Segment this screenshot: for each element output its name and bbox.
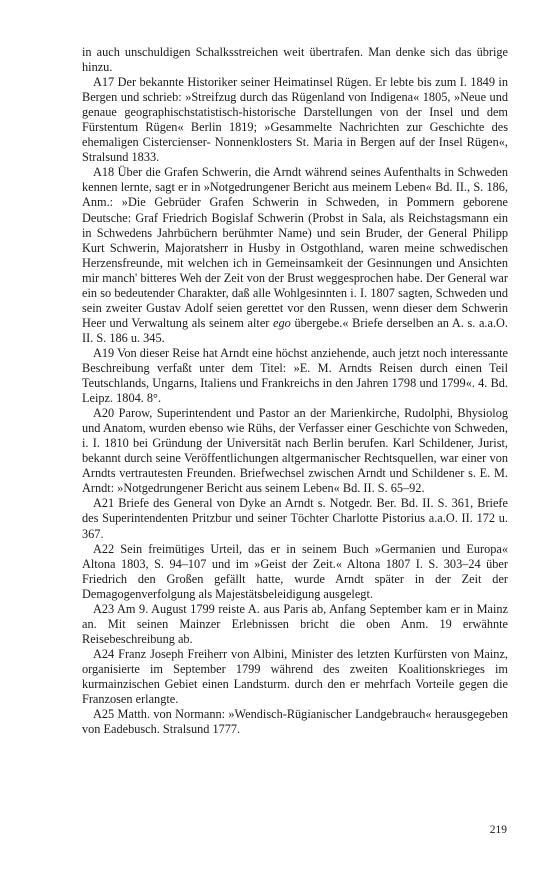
note-a18 <box>82 165 508 346</box>
note-a18-italic: ego <box>273 315 291 330</box>
note-a25: A25 Matth. von Normann: »Wendisch-Rügianischer Landgebrauch« herausgegeben von Eadebusch. Stralsund 1777. <box>82 707 508 737</box>
paragraph-continuation: in auch unschuldigen Schalksstreichen weit übertrafen. Man denke sich das übrige hinzu. <box>82 45 508 75</box>
note-a22: A22 Sein freimütiges Urteil, das er in seinem Buch »Germanien und Europa« Altona 1803, S. 94–107 und im »Geist der Zeit.« Altona 1807 I. S. 303–24 über Friedrich den Großen gefällt hatte, wurde Arndt später in der Zeit der Demagogenverfolgung als Majestätsbeleidigung ausgelegt. <box>82 541 508 601</box>
note-a24: A24 Franz Joseph Freiherr von Albini, Minister des letzten Kurfürsten von Mainz, organisierte im September 1799 während des zweiten Koalitionskrieges im kurmainzischen Gebiet einen Landsturm. durch den er mehrfach Vorteile gegen die Franzosen erlangte. <box>82 646 508 707</box>
note-a23: A23 Am 9. August 1799 reiste A. aus Paris ab, Anfang September kam er in Mainz an. Mit seinen Mainzer Erlebnissen bricht die oben Anm. 19 erwähnte Reisebeschreibung ab. <box>82 601 508 646</box>
text-column <box>82 45 508 737</box>
note-a20: A20 Parow, Superintendent und Pastor an der Marienkirche, Rudolphi, Bhysiolog und Anatom, wurden ebenso wie Rühs, der Verfasser einer Geschichte von Schweden, i. I. 1810 bei Gründung der Universität nach Berlin berufen. Karl Schildener, Jurist, bekannt durch seine Veröffentlichungen altgermanischer Rechtsquellen, war einer von Arndts vertrautesten Freunden. Briefwechsel zwischen Arndt und Schildener s. E. M. Arndt: »Notgedrungener Bericht aus seinem Leben« Bd. II. S. 65–92. <box>82 406 508 496</box>
page-number: 219 <box>489 824 507 836</box>
note-a19: A19 Von dieser Reise hat Arndt eine höchst anziehende, auch jetzt noch interessante Beschreibung verfaßt unter dem Titel: »E. M. Arndts Reisen durch einen Teil Teutschlands, Ungarns, Italiens und Frankreichs in den Jahren 1798 und 1799«. 4. Bd. Leipz. 1804. 8°. <box>82 345 508 406</box>
note-a17: A17 Der bekannte Historiker seiner Heimatinsel Rügen. Er lebte bis zum I. 1849 in Bergen und schrieb: »Streifzug durch das Rügenland von Indigena« 1805, »Neue und genaue geographischstatistisch-historische Darstellungen von der Insel und dem Fürstentum Rügen« Berlin 1819; »Gesammelte Nachrichten zur Geschichte des ehemaligen Cistercienser- Nonnenklosters St. Maria in Bergen auf der Insel Rügen«, Stralsund 1833. <box>82 75 508 165</box>
note-a18-text: A18 Über die Grafen Schwerin, die Arndt während seines Aufenthalts in Schweden kennen lernte, sagt er in »Notgedrungener Bericht aus meinem Leben« Bd. II., S. 186, Anm.: »Die Gebrüder Grafen Schwerin in Schweden, in Pommern geborene Deutsche: Graf Friedrich Bogislaf Schwerin (Probst in Sala, als Reichstagsmann ein in Schwedens Jahrbüchern berühmter Name) und sein Bruder, der General Philipp Kurt Schwerin, Majoratsherr in Husby in Ostgothland, waren meine schwedischen Herzensfreunde, mit welchen ich in Gemeinsamkeit der Gesinnungen und Ansichten mir manch' bitteres Weh der Zeit von der Brust weggesprochen habe. Der General war ein so bedeutender Charakter, daß alle Wohlgesinnten i. I. 1807 sagten, Schweden und sein zweiter Gustav Adolf seien gerettet vor den Russen, wenn dieser dem Schwerin Heer und Verwaltung als seinem alter <box>82 165 508 330</box>
note-a21: A21 Briefe des General von Dyke an Arndt s. Notgedr. Ber. Bd. II. S. 361, Briefe des Superintendenten Pritzbur und seiner Töchter Charlotte Pistorius a.a.O. II. 172 u. 367. <box>82 496 508 541</box>
note-a18-text-end: übergebe.« Briefe derselben an A. s. a.a.O. II. S. 186 u. 345. <box>82 315 508 345</box>
